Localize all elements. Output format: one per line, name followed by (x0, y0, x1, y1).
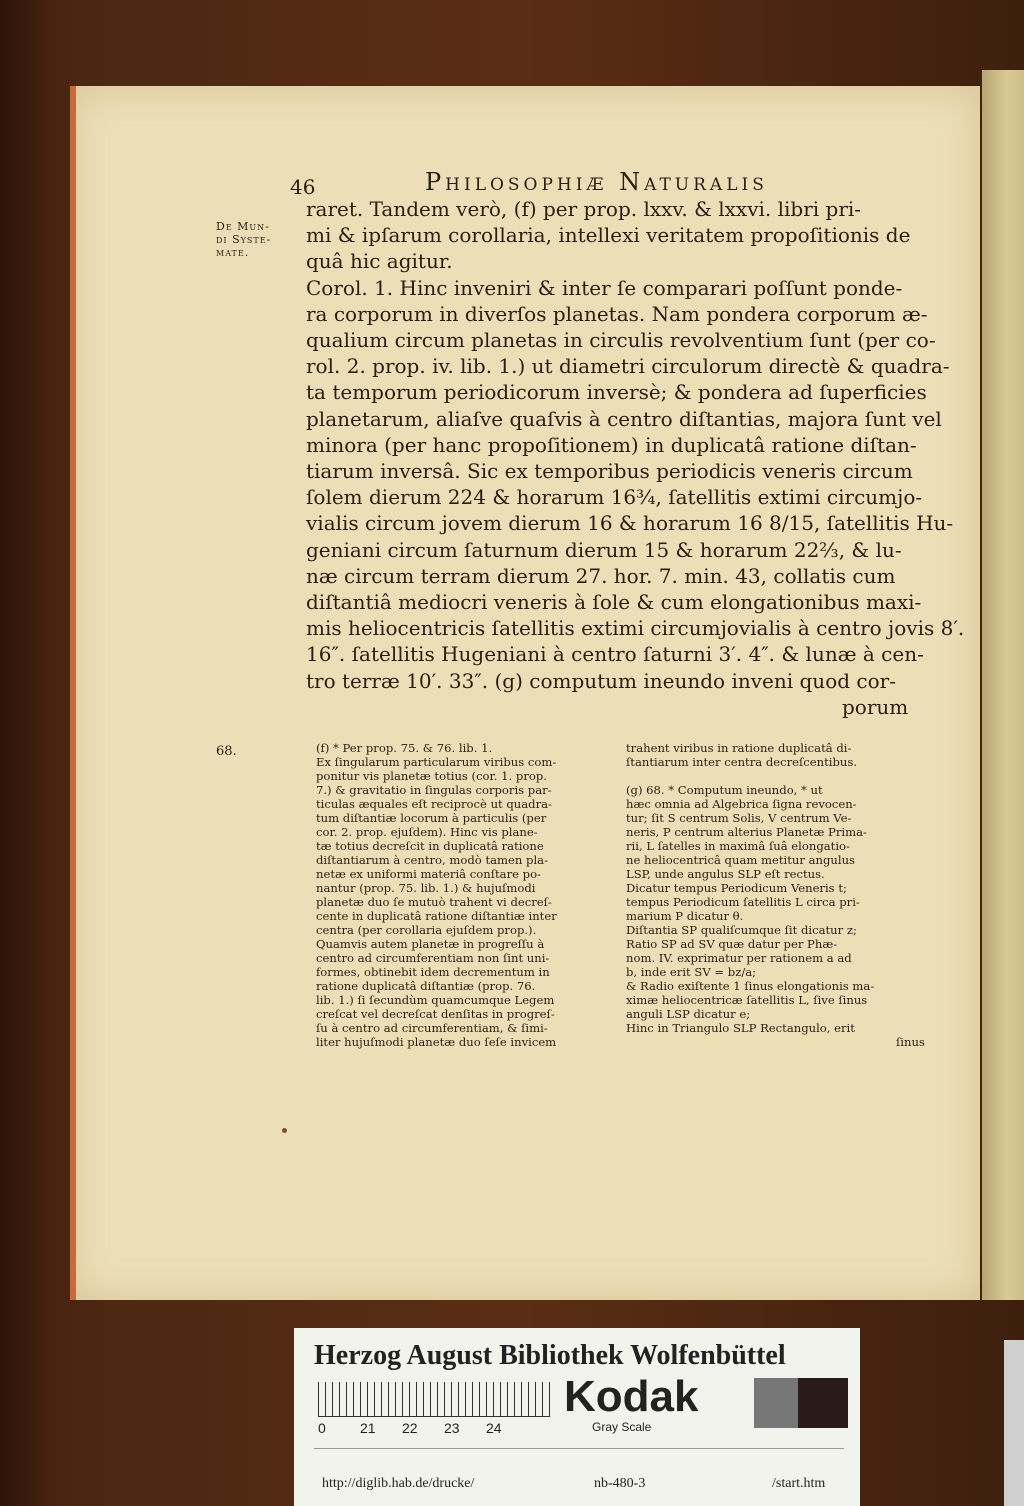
footnote-right (626, 741, 925, 1049)
url-right: /start.htm (772, 1476, 826, 1491)
body-line: raret. Tandem verò, (f) per prop. lxxv. & lxxvi. libri pri- (306, 197, 862, 221)
footnote-line: b, inde erit SV = bz/a; (626, 965, 757, 979)
page-number: 46 (290, 175, 316, 199)
footnote-line: & Radio exiſtente 1 ſinus elongationis ma- (626, 979, 875, 993)
footnote-line: formes, obtinebit idem decrementum in (316, 965, 550, 979)
footnote-left (316, 741, 557, 1049)
footnote-line: tum diſtantiæ locorum à particulis (per (316, 811, 547, 825)
footnote-line: (f) * Per prop. 75. & 76. lib. 1. (316, 741, 493, 755)
ruler-labels (318, 1420, 528, 1436)
ruler-baseline (318, 1416, 550, 1417)
footnote-line: tæ totius decreſcit in duplicatâ ratione (316, 839, 544, 853)
ruler-ticks (318, 1382, 550, 1416)
body-line: mi & ipſarum corollaria, intellexi veritatem propoſitionis de (306, 223, 911, 248)
footnote-line: planetæ duo ſe mutuò trahent vi decreſ- (316, 895, 552, 909)
running-title: Philosophiæ Naturalis (425, 168, 768, 196)
body-line: mis heliocentricis ſatellitis extimi circumjovialis à centro jovis 8′. (306, 616, 965, 641)
divider (314, 1448, 844, 1449)
page-edge (70, 86, 76, 1300)
footnote-line: diſtantiarum à centro, modò tamen pla- (316, 853, 548, 867)
footnote-line: tur; ſit S centrum Solis, V centrum Ve- (626, 811, 852, 825)
body-line: næ circum terram dierum 27. hor. 7. min. 43, collatis cum (306, 563, 896, 588)
ink-spot (282, 1128, 287, 1133)
body-line: planetarum, aliaſve quaſvis à centro diſtantias, majora ſunt vel (306, 406, 942, 431)
footnote-line: ximæ heliocentricæ ſatellitis L, ſive ſinus (626, 993, 868, 1007)
footnote-line: rii, L ſatelles in maximâ ſuâ elongatio- (626, 839, 850, 853)
footnote-line: ticulas æquales eſt reciprocè ut quadra- (316, 797, 552, 811)
body-line: tiarum inversâ. Sic ex temporibus periodicis veneris circum (306, 459, 913, 483)
footnote-line: ſtantiarum inter centra decreſcentibus. (626, 755, 858, 769)
footnote-line: Quamvis autem planetæ in progreſſu à (316, 937, 545, 951)
footnote-line: marium P dicatur θ. (626, 909, 744, 923)
margin-number: 68. (216, 744, 237, 759)
body-line: quâ hic agitur. (306, 249, 453, 274)
library-title: Herzog August Bibliothek Wolfenbüttel (314, 1340, 786, 1371)
ruler-label: 24 (486, 1420, 502, 1436)
footnote-line: ſu à centro ad circumferentiam, & ſimi- (316, 1021, 548, 1035)
footnote-line: creſcat vel decreſcat denſitas in progreſ- (316, 1007, 555, 1021)
footnote-line: anguli LSP dicatur e; (626, 1007, 751, 1021)
body-line: geniani circum ſaturnum dierum 15 & horarum 22⅔, & lu- (306, 537, 902, 562)
margin-note-line: di Syste- (216, 233, 272, 246)
url-mid: nb-480-3 (594, 1476, 646, 1491)
body-line: 16″. ſatellitis Hugeniani à centro ſaturni 3′. 4″. & lunæ à cen- (306, 642, 924, 667)
body-line: ta temporum periodicorum inversè; & pondera ad ſuperficies (306, 380, 927, 405)
footnote-line: Hinc in Triangulo SLP Rectangulo, erit (626, 1021, 855, 1035)
body-line: diſtantiâ mediocri veneris à ſole & cum elongationibus maxi- (306, 590, 922, 614)
black-patch (798, 1378, 848, 1428)
footnote-line: centro ad circumferentiam non ſint uni- (316, 951, 550, 965)
body-line: minora (per hanc propoſitionem) in duplicatâ ratione diſtan- (306, 432, 917, 457)
footnote-line: Ex ſingularum particularum viribus com- (316, 755, 557, 769)
footnote-line: tempus Periodicum ſatellitis L circa pri- (626, 895, 860, 909)
footnote-line: nom. IV. exprimatur per rationem a ad (626, 951, 852, 965)
footnote-line: Dicatur tempus Periodicum Veneris t; (626, 881, 847, 895)
footnote-line: ratione duplicatâ diſtantiæ (prop. 76. (316, 979, 536, 993)
footnote-line: ne heliocentricâ quam metitur angulus (626, 853, 856, 867)
ruler-label: 22 (402, 1420, 418, 1436)
body-line: ra corporum in diverſos planetas. Nam pondera corporum æ- (306, 301, 928, 326)
edge-strip (1004, 1340, 1024, 1506)
footnote-line: lib. 1.) ſi ſecundùm quamcumque Legem (316, 993, 555, 1007)
footnote-line: centra (per corollaria ejuſdem prop.). (316, 923, 537, 937)
footnote-line: cor. 2. prop. ejuſdem). Hinc vis plane- (316, 825, 538, 839)
footnote-line: neris, P centrum alterius Planetæ Prima- (626, 825, 867, 839)
kodak-logo: Kodak (564, 1372, 699, 1421)
gray-patch (754, 1378, 798, 1428)
footnote-line: trahent viribus in ratione duplicatâ di- (626, 741, 852, 755)
footnote-line: LSP, unde angulus SLP eſt rectus. (626, 867, 825, 881)
body-line: Corol. 1. Hinc inveniri & inter ſe comparari poſſunt ponde- (306, 275, 903, 300)
footnote-line: (g) 68. * Computum ineundo, * ut (626, 783, 823, 797)
url-left: http://diglib.hab.de/drucke/ (322, 1476, 475, 1491)
footnote-line: 7.) & gravitatio in ſingulas corporis par- (316, 783, 552, 797)
footnote-line: Ratio SP ad SV quæ datur per Phæ- (626, 937, 838, 951)
ruler-label: 23 (444, 1420, 460, 1436)
margin-note-line: De Mun- (216, 220, 270, 233)
ruler-label: 21 (360, 1420, 376, 1436)
body-line: porum (842, 694, 909, 719)
footnote-line: ponitur vis planetæ totius (cor. 1. prop. (316, 769, 547, 783)
body-line: qualium circum planetas in circulis revolventium ſunt (per co- (306, 328, 936, 352)
gray-scale-label: Gray Scale (592, 1420, 652, 1434)
footnote-line: cente in duplicatâ ratione diſtantiæ inter (316, 909, 557, 923)
footnote-line: Diſtantia SP qualiſcumque ſit dicatur z; (626, 923, 857, 937)
footnote-line (626, 769, 925, 783)
footnote-line: hæc omnia ad Algebrica ſigna revocen- (626, 797, 857, 811)
body-line: vialis circum jovem dierum 16 & horarum 16 8/15, ſatellitis Hu- (306, 511, 954, 536)
margin-note-line: mate. (216, 246, 250, 259)
footnote-line: netæ ex uniformi materiâ conſtare po- (316, 867, 541, 881)
body-line: ſolem dierum 224 & horarum 16¾, ſatellitis extimi circumjo- (306, 485, 923, 510)
ruler-label: 0 (318, 1420, 326, 1436)
margin-note (216, 220, 271, 259)
body-line: tro terræ 10′. 33″. (g) computum ineundo inveni quod cor- (306, 668, 896, 693)
footnote-line: liter hujuſmodi planetæ duo ſeſe invicem (316, 1035, 557, 1049)
footnote-line: ſinus (896, 1035, 925, 1049)
footnote-line: nantur (prop. 75. lib. 1.) & hujuſmodi (316, 881, 536, 895)
color-target-card (294, 1328, 860, 1506)
facing-page-edge (982, 70, 1024, 1300)
body-line: rol. 2. prop. iv. lib. 1.) ut diametri circulorum directè & quadra- (306, 354, 950, 379)
